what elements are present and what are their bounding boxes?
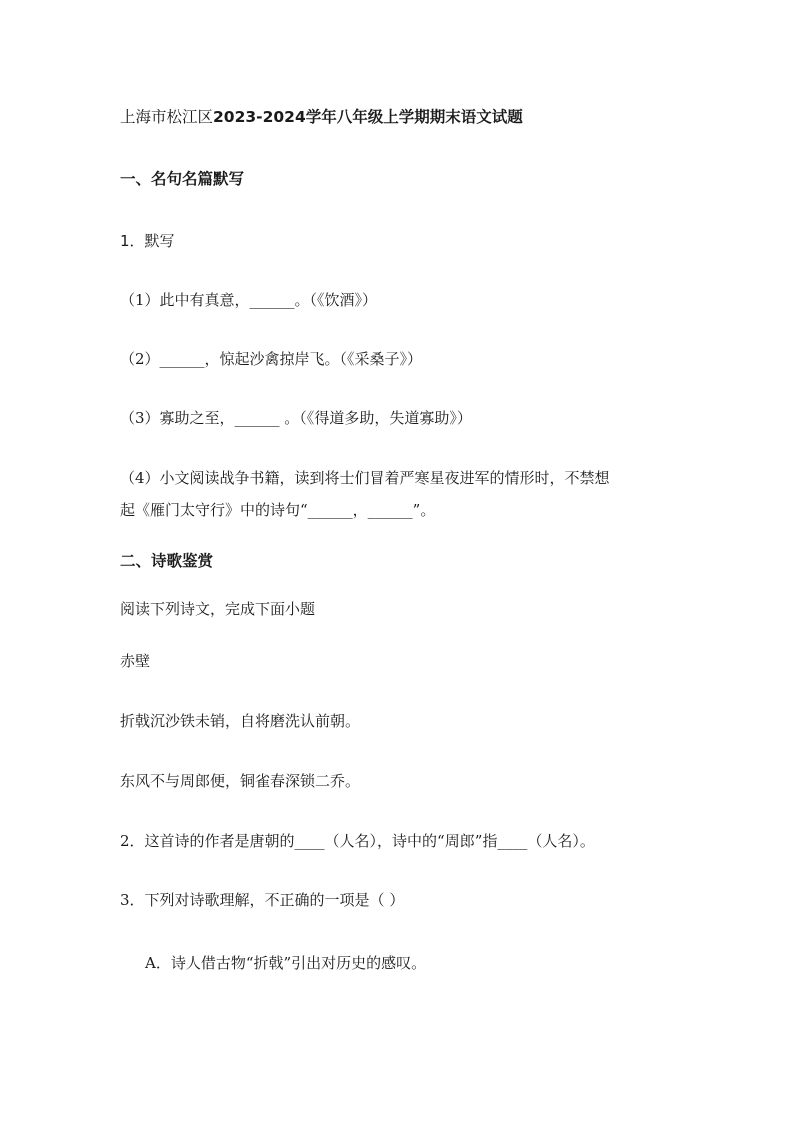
poem-title: 赤壁 bbox=[120, 652, 151, 670]
title-prefix: 上海市松江区 bbox=[120, 108, 214, 126]
question-1-item-4-line-1: （4）小文阅读战争书籍，读到将士们冒着严寒星夜进军的情形时，不禁想 bbox=[120, 469, 610, 487]
question-2: 2．这首诗的作者是唐朝的____（人名），诗中的“周郎”指____（人名）。 bbox=[120, 832, 595, 850]
poem-line-2: 东风不与周郎便，铜雀春深锁二乔。 bbox=[120, 772, 361, 790]
title-main: 2023-2024学年八年级上学期期末语文试题 bbox=[213, 108, 523, 126]
question-1-item-1: （1）此中有真意，______。（《饮酒》） bbox=[120, 291, 378, 309]
section-2-heading: 二、诗歌鉴赏 bbox=[120, 552, 214, 570]
question-3: 3．下列对诗歌理解，不正确的一项是（ ） bbox=[120, 891, 405, 909]
reading-instruction: 阅读下列诗文，完成下面小题 bbox=[120, 600, 316, 618]
question-3-option-a: A．诗人借古物“折戟”引出对历史的感叹。 bbox=[145, 954, 427, 972]
section-1-heading: 一、名句名篇默写 bbox=[120, 170, 245, 188]
document-title bbox=[120, 107, 523, 127]
question-1-label: 1．默写 bbox=[120, 232, 175, 250]
question-1-item-2: （2）______，惊起沙禽掠岸飞。（《采桑子》） bbox=[120, 350, 423, 368]
question-1-item-3: （3）寡助之至，______ 。（《得道多助，失道寡助》） bbox=[120, 409, 472, 427]
question-1-item-4-line-2: 起《雁门太守行》中的诗句“______，______”。 bbox=[120, 501, 436, 519]
poem-line-1: 折戟沉沙铁未销，自将磨洗认前朝。 bbox=[120, 712, 361, 730]
